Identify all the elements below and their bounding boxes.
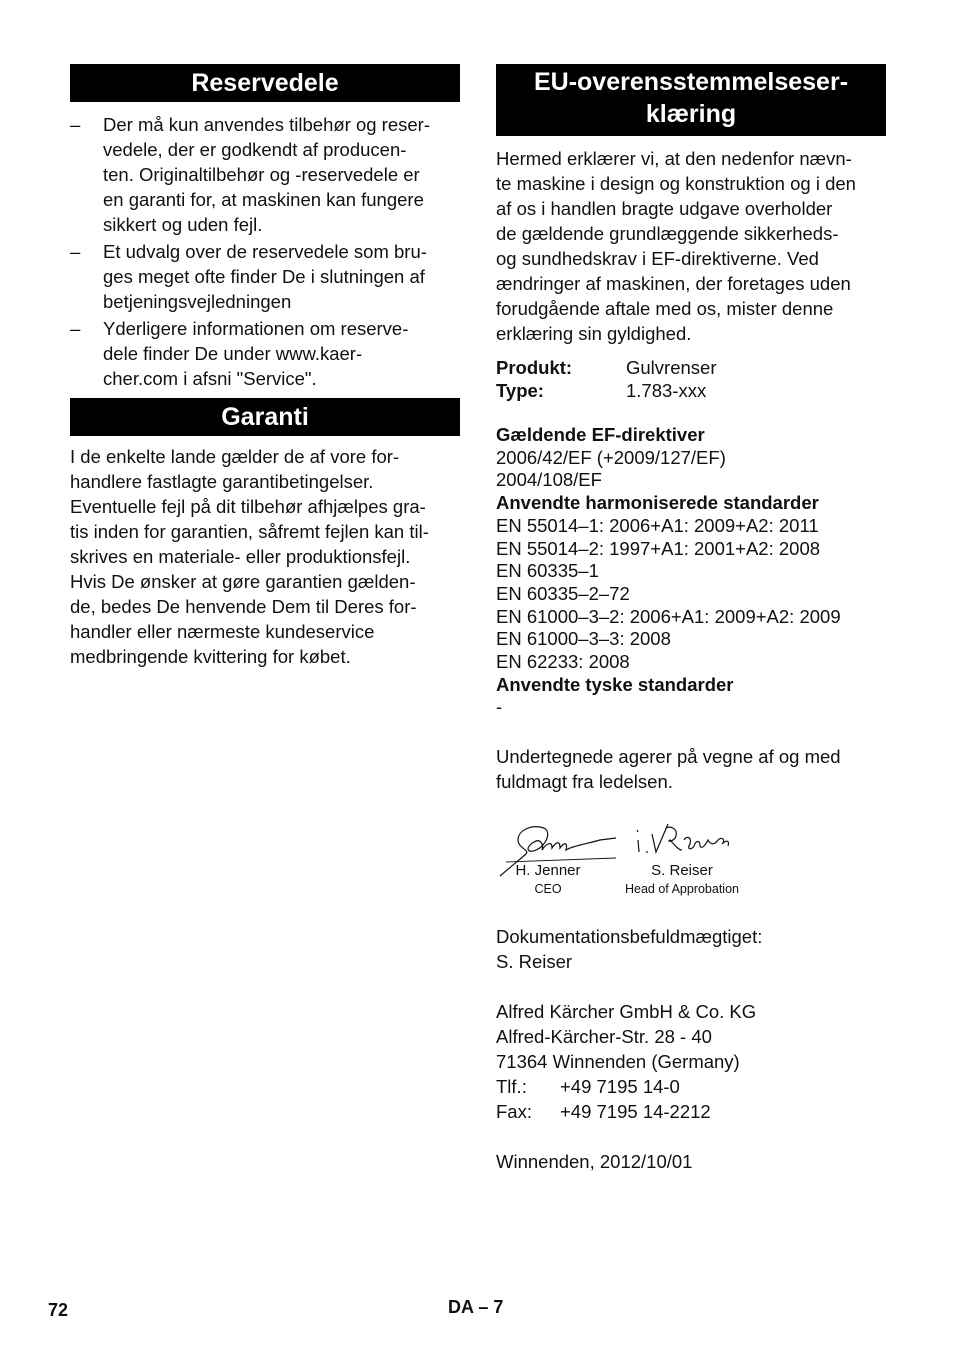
signer-role: CEO xyxy=(534,882,562,897)
signature-reiser xyxy=(618,862,746,898)
garanti-line: Hvis De ønsker at gøre garantien gælden- xyxy=(70,571,416,592)
language-code: DA xyxy=(448,1297,474,1317)
fax-value: +49 7195 14-2212 xyxy=(560,1101,711,1123)
directive-item: 2006/42/EF (+2009/127/EF) xyxy=(496,446,726,468)
product-info xyxy=(496,356,886,402)
garanti-line: de, bedes De henvende Dem til Deres for- xyxy=(70,596,417,617)
section-page-number: 7 xyxy=(493,1297,504,1317)
doc-line: S. Reiser xyxy=(496,951,573,973)
phone-row xyxy=(496,1074,886,1099)
right-column xyxy=(496,64,886,1174)
address-line: 71364 Winnenden (Germany) xyxy=(496,1051,740,1073)
section-page-label xyxy=(448,1297,503,1318)
eu-intro xyxy=(496,146,886,346)
directives-heading: Gældende EF-direktiver xyxy=(496,424,705,445)
company-address xyxy=(496,999,886,1124)
list-item-line: Der må kun anvendes tilbehør og reser- xyxy=(103,114,430,135)
signatures xyxy=(496,810,886,910)
undersigned-line: Undertegnede agerer på vegne af og med xyxy=(496,746,841,768)
type-label: Type: xyxy=(496,380,544,401)
list-item-line: betjeningsvejledningen xyxy=(103,291,292,312)
list-item-line: sikkert og uden fejl. xyxy=(103,214,263,235)
list-item-line: Yderligere informationen om reserve- xyxy=(103,318,409,339)
product-label: Produkt: xyxy=(496,357,573,378)
product-value: Gulvrenser xyxy=(626,357,717,378)
list-item-line: ten. Originaltilbehør og -reservedele er xyxy=(103,164,420,185)
garanti-line: skrives en materiale- eller produktionsfejl. xyxy=(70,546,411,567)
dash-marker: – xyxy=(70,241,81,262)
eu-heading-line: klæring xyxy=(645,100,737,128)
garanti-line: medbringende kvittering for købet. xyxy=(70,646,351,667)
undersigned-text xyxy=(496,744,886,794)
address-line: Alfred Kärcher GmbH & Co. KG xyxy=(496,1001,757,1023)
signer-name: S. Reiser xyxy=(651,862,713,880)
type-value: 1.783-xxx xyxy=(626,380,707,401)
documentation-authority xyxy=(496,924,886,974)
garanti-line: handler eller nærmeste kundeservice xyxy=(70,621,375,642)
garanti-line: tis inden for garantien, såfremt fejlen kan til- xyxy=(70,521,429,542)
list-item xyxy=(70,316,460,391)
garanti-heading: Garanti xyxy=(70,398,460,436)
phone-label: Tlf.: xyxy=(496,1076,527,1098)
fax-row xyxy=(496,1099,886,1124)
standard-item: EN 55014–2: 1997+A1: 2001+A2: 2008 xyxy=(496,537,821,559)
list-item xyxy=(70,239,460,314)
standards-heading: Anvendte harmoniserede standarder xyxy=(496,492,819,514)
fax-label: Fax: xyxy=(496,1101,532,1123)
standard-item: EN 55014–1: 2006+A1: 2009+A2: 2011 xyxy=(496,514,819,536)
garanti-line: I de enkelte lande gælder de af vore for- xyxy=(70,446,400,467)
signature-jenner xyxy=(496,862,600,898)
list-item-line: dele finder De under www.kaer- xyxy=(103,343,363,364)
garanti-line: Eventuelle fejl på dit tilbehør afhjælpes gra- xyxy=(70,496,426,517)
intro-line: de gældende grundlæggende sikkerheds- xyxy=(496,223,839,244)
directives-list xyxy=(496,424,886,719)
standard-item: EN 61000–3–3: 2008 xyxy=(496,628,671,650)
page-number: 72 xyxy=(48,1300,69,1320)
standard-item: EN 60335–2–72 xyxy=(496,582,630,604)
signer-role: Head of Approbation xyxy=(625,882,739,897)
reservedele-heading: Reservedele xyxy=(70,64,460,102)
reiser-signature xyxy=(637,824,729,852)
phone-value: +49 7195 14-0 xyxy=(560,1076,680,1098)
standard-item: EN 60335–1 xyxy=(496,560,599,582)
intro-line: erklæring sin gyldighed. xyxy=(496,323,692,344)
footer-dash: – xyxy=(478,1297,489,1317)
intro-line: ændringer af maskinen, der foretages uden xyxy=(496,273,851,294)
doc-line: Dokumentationsbefuldmægtiget: xyxy=(496,926,763,948)
dash-marker: – xyxy=(70,114,81,135)
german-standards-heading: Anvendte tyske standarder xyxy=(496,673,734,695)
eu-heading-line: EU-overensstemmelseser- xyxy=(533,68,849,96)
garanti-line: handlere fastlagte garantibetingelser. xyxy=(70,471,374,492)
place-date: Winnenden, 2012/10/01 xyxy=(496,1151,693,1173)
undersigned-line: fuldmagt fra ledelsen. xyxy=(496,771,673,793)
intro-line: forudgående aftale med os, mister denne xyxy=(496,298,834,319)
standard-item: EN 62233: 2008 xyxy=(496,651,630,673)
signer-name: H. Jenner xyxy=(515,862,581,880)
product-row xyxy=(496,356,886,379)
german-standard-item: - xyxy=(496,696,503,718)
intro-line: te maskine i design og konstruktion og i den xyxy=(496,173,856,194)
intro-line: Hermed erklærer vi, at den nedenfor nævn- xyxy=(496,148,852,169)
left-column xyxy=(70,64,460,669)
list-item-line: ges meget ofte finder De i slutningen af xyxy=(103,266,425,287)
intro-line: af os i handlen bragte udgave overholder xyxy=(496,198,833,219)
list-item-line: vedele, der er godkendt af producen- xyxy=(103,139,407,160)
list-item-line: Et udvalg over de reservedele som bru- xyxy=(103,241,427,262)
list-item-line: cher.com i afsni "Service". xyxy=(103,368,317,389)
standard-item: EN 61000–3–2: 2006+A1: 2009+A2: 2009 xyxy=(496,605,841,627)
list-item-line: en garanti for, at maskinen kan fungere xyxy=(103,189,424,210)
eu-declaration-heading xyxy=(496,64,886,136)
type-row xyxy=(496,379,886,402)
intro-line: og sundhedskrav i EF-direktiverne. Ved xyxy=(496,248,819,269)
address-line: Alfred-Kärcher-Str. 28 - 40 xyxy=(496,1026,712,1048)
dash-marker: – xyxy=(70,318,81,339)
reservedele-list xyxy=(70,112,460,391)
garanti-text xyxy=(70,444,460,669)
directive-item: 2004/108/EF xyxy=(496,469,602,491)
list-item xyxy=(70,112,460,237)
